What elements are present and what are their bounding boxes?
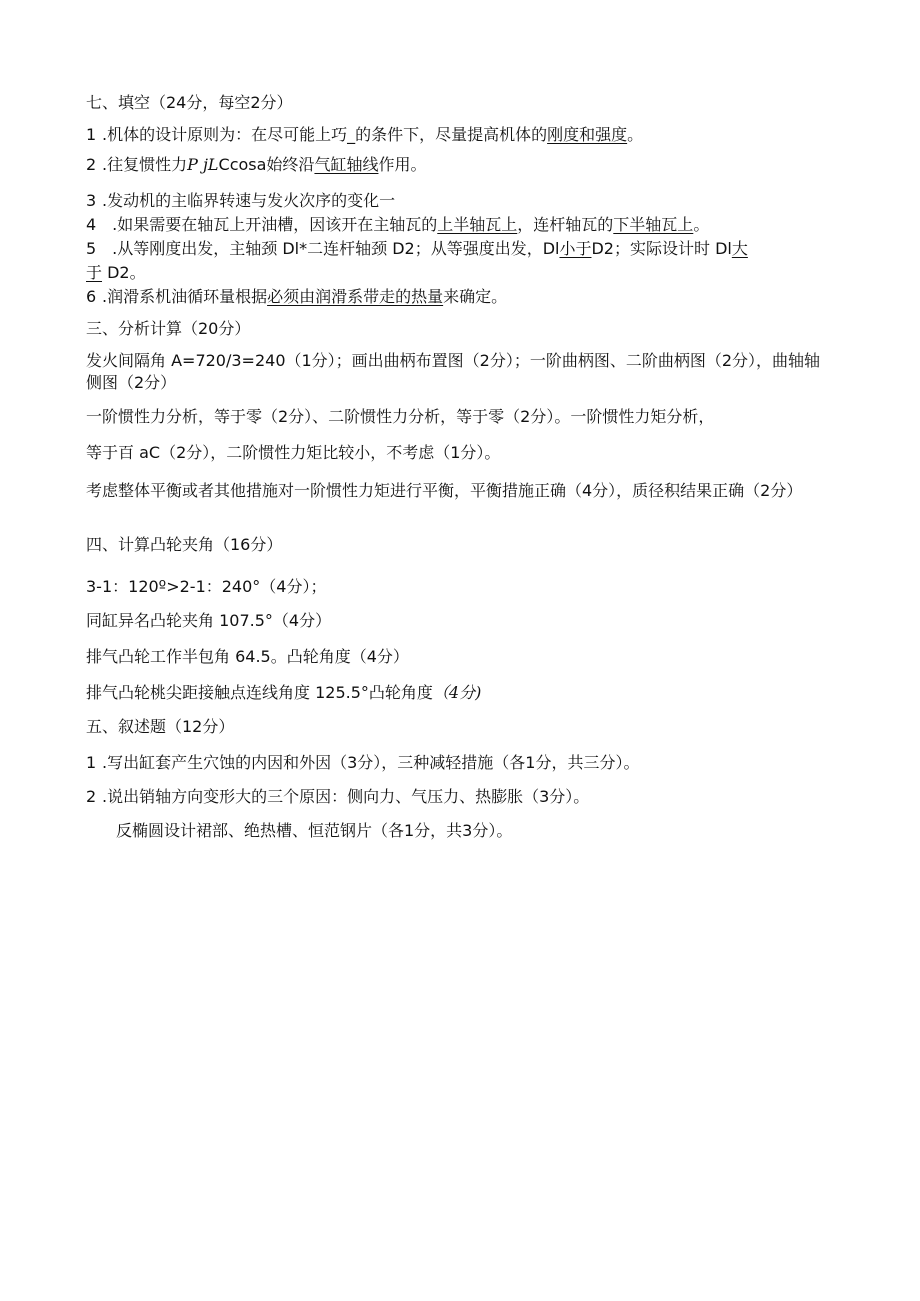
answer-blank: 上半轴瓦上	[437, 215, 518, 234]
analysis-paragraph-4: 考虑整体平衡或者其他措施对一阶惯性力矩进行平衡，平衡措施正确（4分），质径积结果正确（2分）	[86, 481, 803, 500]
cam-line-4: 排气凸轮桃尖距接触点连线角度 125.5°凸轮角度（4分)	[86, 683, 482, 702]
cam-heading: 四、计算凸轮夹角（16分）	[86, 535, 283, 554]
fill-question-4: 4 .如果需要在轴瓦上开油槽，因该开在主轴瓦的上半轴瓦上，连杆轴瓦的下半轴瓦上。	[86, 215, 710, 234]
answer-blank: 于	[86, 263, 103, 282]
essay-question-2: 2 .说出销轴方向变形大的三个原因：侧向力、气压力、热膨胀（3分）。	[86, 787, 590, 806]
cam-line-1: 3-1：120º>2-1：240°（4分）；	[86, 577, 327, 596]
question-number: 1	[86, 753, 97, 772]
answer-blank: 小于	[559, 239, 592, 258]
essay-question-1: 1 .写出缸套产生穴蚀的内因和外因（3分），三种减轻措施（各1分，共三分）。	[86, 753, 640, 772]
fill-question-5: 5 .从等刚度出发，主轴颈 Dl*二连杆轴颈 D2；从等强度出发，Dl小于D2；实际设计时 Dl大	[86, 239, 748, 258]
fill-question-1: 1 .机体的设计原则为：在尽可能上巧_的条件下，尽量提高机体的刚度和强度。	[86, 125, 644, 144]
fill-question-5-continued: 于 D2。	[86, 263, 146, 282]
cam-line-3: 排气凸轮工作半包角 64.5。凸轮角度（4分）	[86, 647, 409, 666]
fill-question-2: 2 .往复惯性力P jLCcosa始终沿气缸轴线作用。	[86, 155, 427, 174]
question-number: 5	[86, 239, 97, 258]
question-number: 2	[86, 155, 97, 174]
fill-question-6: 6 .润滑系机油循环量根据必须由润滑系带走的热量来确定。	[86, 287, 508, 306]
question-number: 4	[86, 215, 97, 234]
fill-question-3: 3 .发动机的主临界转速与发火次序的变化一	[86, 191, 396, 210]
essay-question-2-continued: 反椭圆设计裙部、绝热槽、恒范钢片（各1分，共3分）。	[116, 821, 513, 840]
question-number: 1	[86, 125, 97, 144]
essay-heading: 五、叙述题（12分）	[86, 717, 235, 736]
answer-blank: 气缸轴线	[314, 155, 379, 174]
cam-line-2: 同缸异名凸轮夹角 107.5°（4分）	[86, 611, 332, 630]
answer-blank: 必须由润滑系带走的热量	[267, 287, 444, 306]
question-number: 2	[86, 787, 97, 806]
question-number: 6	[86, 287, 97, 306]
answer-blank: 大	[731, 239, 748, 258]
answer-blank: 刚度和强度	[547, 125, 628, 144]
analysis-heading: 三、分析计算（20分）	[86, 319, 251, 338]
fill-heading: 七、填空（24分，每空2分）	[86, 93, 293, 112]
analysis-paragraph-1: 发火间隔角 A=720∕3=240（1分）；画出曲柄布置图（2分）；一阶曲柄图、二阶曲柄图（2分），曲轴轴侧图（2分）	[86, 351, 821, 392]
answer-blank: 下半轴瓦上	[613, 215, 694, 234]
question-number: 3	[86, 191, 97, 210]
formula-text: P jL	[187, 155, 219, 174]
analysis-paragraph-3: 等于百 aC（2分），二阶惯性力矩比较小，不考虑（1分）。	[86, 443, 501, 462]
analysis-paragraph-2: 一阶惯性力分析，等于零（2分）、二阶惯性力分析，等于零（2分）。一阶惯性力矩分析，	[86, 407, 715, 426]
